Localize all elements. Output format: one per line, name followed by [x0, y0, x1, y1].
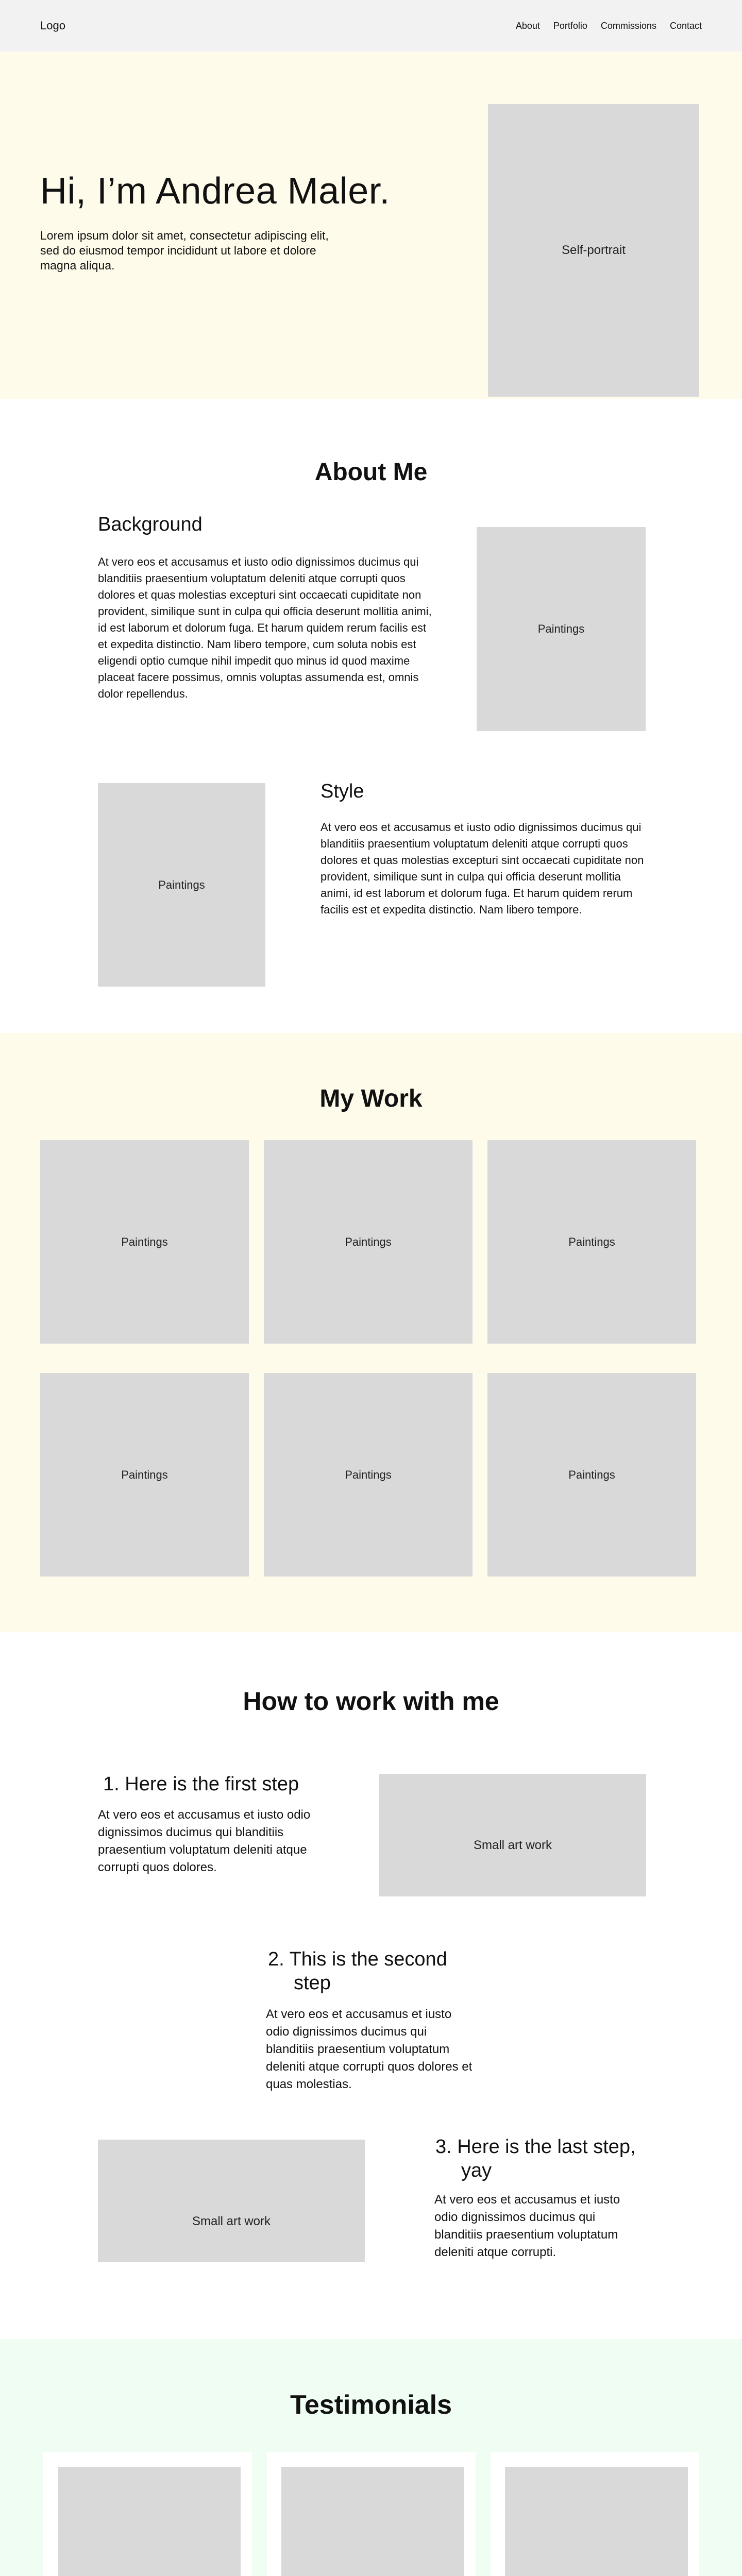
tile-label: Paintings [345, 1468, 392, 1481]
background-heading: Background [98, 514, 203, 535]
my-work-title: My Work [319, 1085, 423, 1112]
style-text: At vero eos et accusamus et iusto odio dignissimos ducimus qui blanditiis praesentium voluptatum deleniti atque corrupti quos dolores et quas molestias excepturi sint occaecati cupiditate non provident, similique sunt in culpa qui officia deserunt mollitia animi, id est laborum et dolorum fuga. Et harum quidem rerum facilis est et expedita distinctio. Nam libero tempore. [321, 821, 644, 916]
nav-links [516, 21, 702, 31]
step3-artwork-image [98, 2140, 365, 2262]
painting-label: Paintings [158, 878, 205, 891]
portfolio-tile[interactable] [487, 1140, 696, 1344]
portfolio-tile[interactable] [264, 1140, 473, 1344]
my-work-section [0, 1033, 742, 1632]
step3-heading: 3. Here is the last step, yay [435, 2136, 636, 2181]
testimonial-image [505, 2467, 688, 2576]
nav-link-commissions[interactable]: Commissions [600, 20, 656, 31]
testimonial-card [491, 2452, 699, 2576]
background-text: At vero eos et accusamus et iusto odio dignissimos ducimus qui blanditiis praesentium voluptatum deleniti atque corrupti quos dolores et quas molestias excepturi sint occaecati cupiditate non provident, similique sunt in culpa qui officia deserunt mollitia animi, id est laborum et dolorum fuga. Et harum quidem rerum facilis est et expedita distinctio. Nam libero tempore, cum soluta nobis est eligendi optio cumque nihil impedit quo minus id quod maxime placeat facere possimus, omnis voluptas assumenda est, omnis dolor repellendus. [98, 555, 432, 700]
portfolio-tile[interactable] [264, 1373, 473, 1577]
artwork-label: Small art work [473, 1838, 552, 1852]
portfolio-tile[interactable] [40, 1140, 249, 1344]
tile-label: Paintings [121, 1468, 168, 1481]
step1-heading: 1. Here is the first step [103, 1773, 299, 1795]
testimonial-image [58, 2467, 241, 2576]
style-heading: Style [321, 781, 364, 802]
tile-label: Paintings [345, 1235, 392, 1248]
nav-link-portfolio[interactable]: Portfolio [553, 20, 587, 31]
step2-heading: 2. This is the second step [268, 1948, 447, 1994]
hero-title: Hi, I’m Andrea Maler. [40, 171, 390, 212]
artwork-label: Small art work [192, 2214, 271, 2228]
step2-text: At vero eos et accusamus et iusto odio dignissimos ducimus qui blanditiis praesentium voluptatum deleniti atque corrupti quos dolores et quas molestias. [266, 2007, 473, 2091]
testimonial-card [267, 2452, 476, 2576]
self-portrait-image [488, 104, 699, 397]
tile-label: Paintings [568, 1235, 615, 1248]
painting-label: Paintings [537, 622, 585, 635]
testimonial-image [281, 2467, 464, 2576]
nav-link-about[interactable]: About [515, 20, 540, 31]
about-section [0, 399, 742, 1033]
testimonials-title: Testimonials [290, 2390, 452, 2420]
testimonials-section [0, 2339, 742, 2576]
portfolio-tile[interactable] [487, 1373, 696, 1577]
how-title: How to work with me [243, 1687, 499, 1716]
step3-text: At vero eos et accusamus et iusto odio dignissimos ducimus qui blanditiis praesentium voluptatum deleniti atque corrupti. [434, 2193, 620, 2259]
top-nav [0, 0, 742, 52]
tile-label: Paintings [568, 1468, 615, 1481]
logo[interactable]: Logo [40, 19, 65, 32]
hero-section [0, 52, 742, 399]
nav-link-contact[interactable]: Contact [669, 20, 702, 31]
how-to-work-section [0, 1632, 742, 2339]
self-portrait-label: Self-portrait [561, 243, 626, 257]
about-painting-image-1 [477, 527, 646, 731]
step1-text: At vero eos et accusamus et iusto odio dignissimos ducimus qui blanditiis praesentium voluptatum deleniti atque corrupti quos dolores. [98, 1808, 311, 1874]
step1-artwork-image [379, 1774, 646, 1896]
about-title: About Me [314, 459, 428, 486]
testimonial-card [43, 2452, 252, 2576]
about-painting-image-2 [98, 783, 265, 987]
portfolio-tile[interactable] [40, 1373, 249, 1577]
tile-label: Paintings [121, 1235, 168, 1248]
hero-intro: Lorem ipsum dolor sit amet, consectetur adipiscing elit, sed do eiusmod tempor incididunt ut labore et dolore magna aliqua. [40, 229, 329, 272]
